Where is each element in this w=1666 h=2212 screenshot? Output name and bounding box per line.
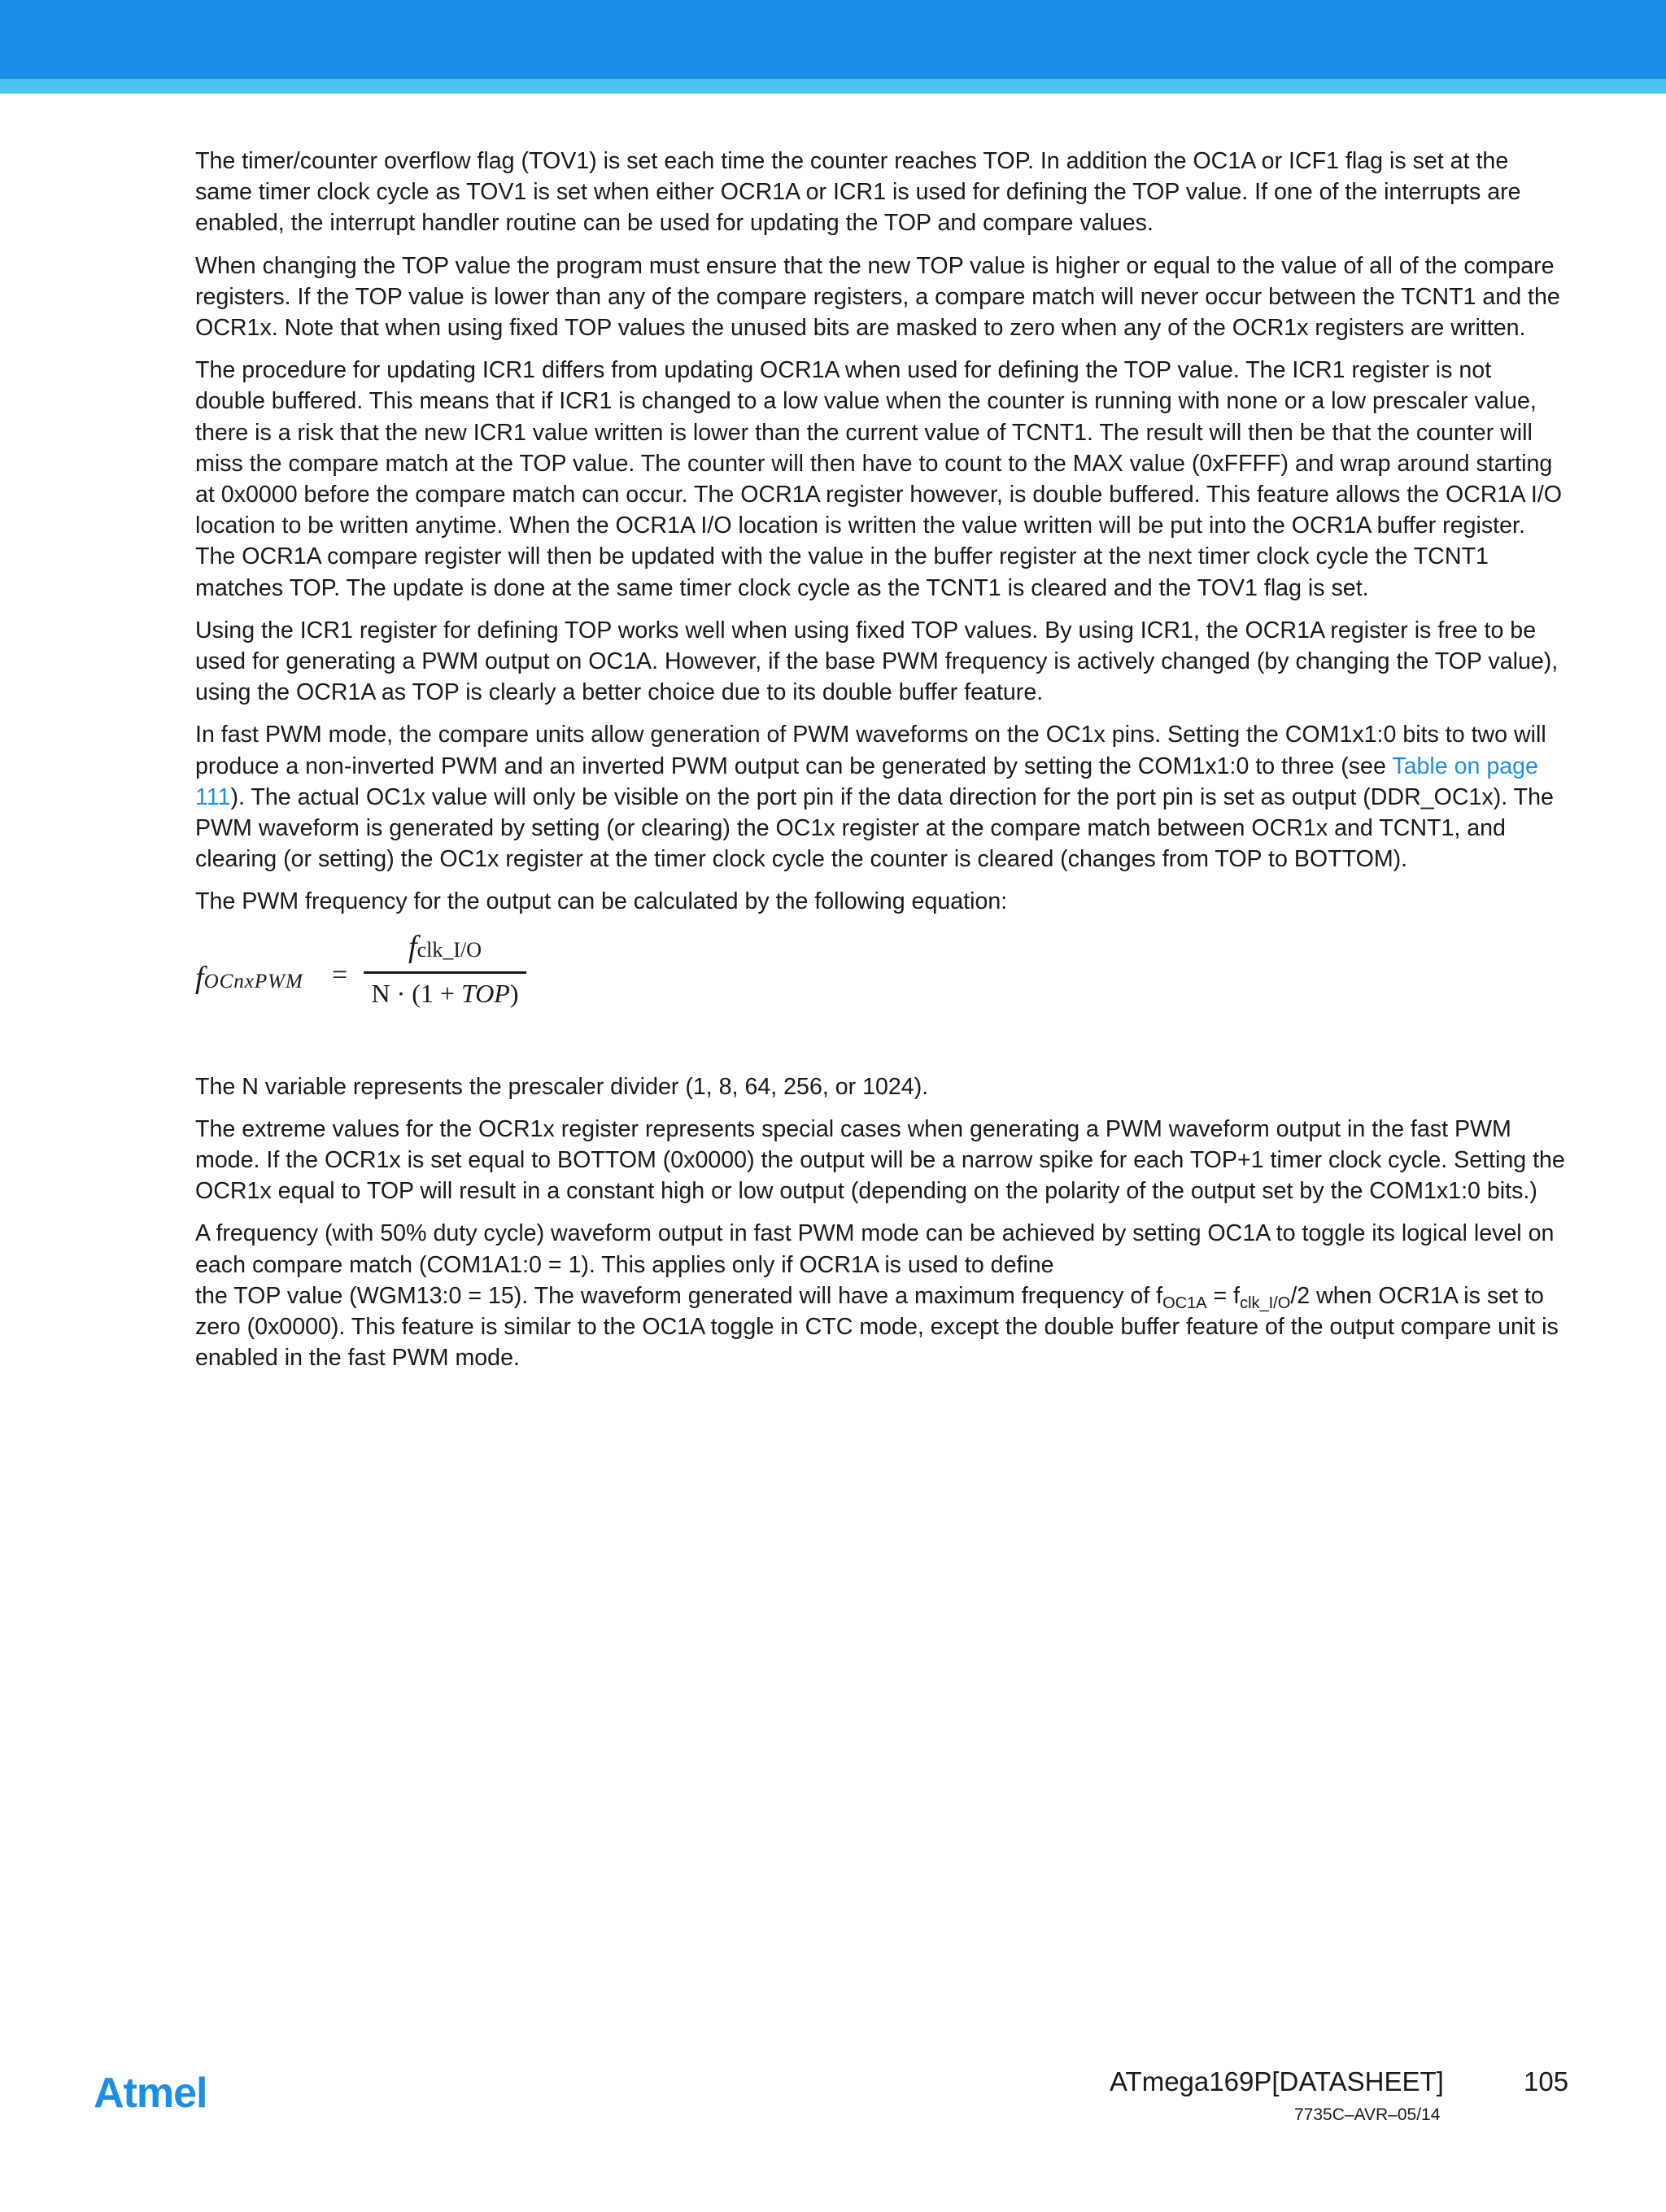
equation-denominator-prefix: N · (1 + (371, 978, 461, 1008)
footer-page-number: 105 (1524, 2066, 1569, 2096)
equation-denominator-var: TOP (460, 978, 510, 1008)
table-reference-link[interactable]: Table on page 111 (195, 753, 1538, 810)
equation-lhs-symbol: f (195, 960, 204, 995)
fast-pwm-text-end: ). The actual OC1x value will only be visible on the port pin if the data direction for the port pin is set as output (DDR_OC1x). The PWM waveform is generated by setting (or clearing) the OC1x register at the compare match between OCR1x and TCNT1, and clearing (or setting) the OC1x register at the timer clock cycle the counter is cleared (changes from TOP to BOTTOM). (195, 783, 1554, 873)
equation-numerator-subscript: clk_I/O (416, 937, 482, 962)
paragraph-toggle (195, 1218, 1566, 1373)
header-accent-stripe (0, 79, 1666, 94)
toggle-subscript-oc1a: OC1A (1162, 1294, 1207, 1312)
equation-equals-sign: = (332, 959, 348, 990)
paragraph-n-variable: The N variable represents the prescaler divider (1, 8, 64, 256, or 1024). (195, 1073, 929, 1100)
paragraph-fast-pwm (195, 719, 1566, 875)
equation-fraction (364, 929, 526, 1009)
pwm-frequency-equation (195, 929, 1566, 1055)
equation-numerator (364, 929, 526, 968)
footer-document-title: ATmega169P[DATASHEET] (1110, 2066, 1444, 2096)
equation-numerator-symbol: f (408, 929, 417, 964)
fast-pwm-text-start: In fast PWM mode, the compare units allow generation of PWM waveforms on the OC1x pins. Setting the COM1x1:0 bits to two will produce a non-inverted PWM and an inverted PWM output can be generated by setting the COM1x1:0 to three (see (195, 722, 1546, 779)
paragraph-equation-intro: The PWM frequency for the output can be calculated by the following equation: (195, 888, 1008, 915)
equation-lhs-subscript: OCnxPWM (203, 970, 303, 993)
toggle-text-part3: = f (1206, 1282, 1241, 1309)
paragraph-overflow-flag: The timer/counter overflow flag (TOV1) is set each time the counter reaches TOP. In addition the OC1A or ICF1 flag is set at the same timer clock cycle as TOV1 is set when either OCR1A or ICR1 is used for defining the TOP value. If one of the interrupts are enabled, the interrupt handler routine can be used for updating the TOP and compare values. (195, 148, 1521, 237)
paragraph-icr1-procedure: The procedure for updating ICR1 differs from updating OCR1A when used for defining the TOP value. The ICR1 register is not double buffered. This means that if ICR1 is changed to a low value when the counter is running with none or a low prescaler value, there is a risk that the new ICR1 value written is lower than the current value of TCNT1. The result will then be that the counter will miss the compare match at the TOP value. The counter will then have to count to the MAX value (0xFFFF) and wrap around starting at 0x0000 before the compare match can occur. The OCR1A register however, is double buffered. This feature allows the OCR1A I/O location to be written anytime. When the OCR1A I/O location is written the value written will be put into the OCR1A buffer register. The OCR1A compare register will then be updated with the value in the buffer register at the next timer clock cycle the TCNT1 matches TOP. The update is done at the same timer clock cycle as the TCNT1 is cleared and the TOV1 flag is set. (195, 357, 1563, 601)
header-bar (0, 0, 1666, 79)
toggle-text-line1: A frequency (with 50% duty cycle) waveform output in fast PWM mode can be achieved by setting OC1A to toggle its logical level on each compare match (COM1A1:0 = 1). This applies only if OCR1A is used to define (195, 1220, 1555, 1278)
atmel-logo: Atmel (94, 2070, 207, 2117)
toggle-text-part4: /2 when OCR1A is set to zero (0x0000). This feature is similar to the OC1A toggle in CTC mode, except the double buffer feature of the output compare unit is enabled in the fast PWM mode. (195, 1282, 1559, 1372)
paragraph-icr1-usage: Using the ICR1 register for defining TOP works well when using fixed TOP values. By using ICR1, the OCR1A register is free to be used for generating a PWM output on OC1A. However, if the base PWM frequency is actively changed (by changing the TOP value), using the OCR1A as TOP is clearly a better choice due to its double buffer feature. (195, 617, 1559, 706)
toggle-text-part2: the TOP value (WGM13:0 = 15). The waveform generated will have a maximum frequency of f (195, 1282, 1163, 1309)
footer-document-code: 7735C–AVR–05/14 (1294, 2105, 1441, 2124)
paragraph-extreme-values: The extreme values for the OCR1x register represents special cases when generating a PWM waveform output in the fast PWM mode. If the OCR1x is set equal to BOTTOM (0x0000) the output will be a narrow spike for each TOP+1 timer clock cycle. Setting the OCR1x equal to TOP will result in a constant high or low output (depending on the polarity of the output set by the COM1x1:0 bits.) (195, 1115, 1565, 1205)
equation-denominator (364, 979, 526, 1009)
toggle-subscript-clk: clk_I/O (1240, 1294, 1291, 1312)
equation-lhs (195, 960, 303, 996)
page-body (195, 146, 1566, 1385)
paragraph-changing-top: When changing the TOP value the program must ensure that the new TOP value is higher or equal to the value of all of the compare registers. If the TOP value is lower than any of the compare registers, a compare match will never occur between the TCNT1 and the OCR1x. Note that when using fixed TOP values the unused bits are masked to zero when any of the OCR1x registers are written. (195, 252, 1560, 342)
equation-fraction-bar (364, 971, 526, 974)
equation-denominator-suffix: ) (509, 978, 519, 1008)
